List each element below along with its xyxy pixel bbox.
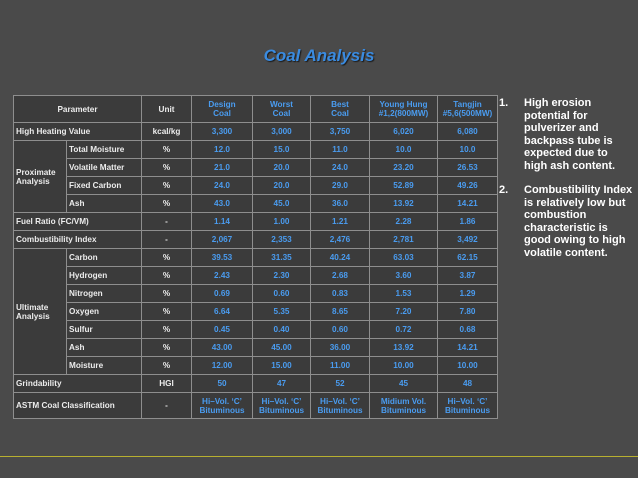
cell-value: 3,492 [438, 231, 498, 249]
row-label: Volatile Matter [67, 159, 142, 177]
group-label-ultimate: Ultimate Analysis [14, 249, 67, 375]
cell-value: 29.0 [311, 177, 370, 195]
cell-value: 0.60 [311, 321, 370, 339]
table-row [14, 267, 498, 285]
row-label: Hydrogen [67, 267, 142, 285]
cell-value: 1.14 [192, 213, 253, 231]
cell-value: 36.0 [311, 195, 370, 213]
row-unit: % [142, 321, 192, 339]
cell-value: 47 [253, 375, 311, 393]
cell-value: 50 [192, 375, 253, 393]
cell-value: 20.0 [253, 159, 311, 177]
cell-value: 0.40 [253, 321, 311, 339]
row-label: Total Moisture [67, 141, 142, 159]
header-tangjin: Tangjin #5,6(500MW) [438, 96, 498, 123]
cell-value: 24.0 [192, 177, 253, 195]
note-number: 1. [499, 97, 509, 109]
table-row [14, 159, 498, 177]
group-label-proximate: Proximate Analysis [14, 141, 67, 213]
row-label: Oxygen [67, 303, 142, 321]
cell-value: 0.68 [438, 321, 498, 339]
cell-value: 2,353 [253, 231, 311, 249]
header-young-hung: Young Hung #1,2(800MW) [370, 96, 438, 123]
header-best-coal: Best Coal [311, 96, 370, 123]
cell-value: 10.0 [370, 141, 438, 159]
notes-list [499, 97, 633, 259]
note-item [499, 97, 633, 172]
cell-value: 2,067 [192, 231, 253, 249]
slide-title: Coal Analysis [263, 46, 375, 65]
row-label: Nitrogen [67, 285, 142, 303]
cell-value: 39.53 [192, 249, 253, 267]
cell-value: 1.53 [370, 285, 438, 303]
table-row [14, 303, 498, 321]
row-unit: - [142, 213, 192, 231]
cell-value: 45.00 [253, 339, 311, 357]
cell-value: 7.80 [438, 303, 498, 321]
cell-value: 2.28 [370, 213, 438, 231]
cell-value: 20.0 [253, 177, 311, 195]
cell-value: 7.20 [370, 303, 438, 321]
cell-value: 15.00 [253, 357, 311, 375]
row-label: Moisture [67, 357, 142, 375]
cell-value: 48 [438, 375, 498, 393]
cell-value: 63.03 [370, 249, 438, 267]
cell-value: 62.15 [438, 249, 498, 267]
note-text: Combustibility Index is relatively low but combustion characteristic is good owing to high volatile content. [524, 184, 633, 259]
note-number: 2. [499, 184, 509, 196]
cell-value: 0.69 [192, 285, 253, 303]
row-unit: - [142, 231, 192, 249]
cell-value: 0.45 [192, 321, 253, 339]
cell-value: 45.0 [253, 195, 311, 213]
table-row [14, 141, 498, 159]
row-label: Grindability [14, 375, 142, 393]
cell-value: Hi–Vol. ‘C’ Bituminous [192, 393, 253, 419]
cell-value: 1.00 [253, 213, 311, 231]
row-unit: % [142, 195, 192, 213]
cell-value: 10.00 [370, 357, 438, 375]
footer-divider [0, 456, 638, 457]
cell-value: 2,476 [311, 231, 370, 249]
cell-value: 45 [370, 375, 438, 393]
header-design-coal: Design Coal [192, 96, 253, 123]
cell-value: 49.26 [438, 177, 498, 195]
cell-value: 1.29 [438, 285, 498, 303]
row-label: High Heating Value [14, 123, 142, 141]
table-row [14, 249, 498, 267]
cell-value: 2.43 [192, 267, 253, 285]
cell-value: 2.30 [253, 267, 311, 285]
table-row [14, 213, 498, 231]
note-item [499, 184, 633, 259]
row-unit: % [142, 303, 192, 321]
row-unit: % [142, 267, 192, 285]
cell-value: Hi–Vol. ‘C’ Bituminous [253, 393, 311, 419]
cell-value: 3,000 [253, 123, 311, 141]
row-unit: HGI [142, 375, 192, 393]
row-unit: % [142, 339, 192, 357]
cell-value: 3.60 [370, 267, 438, 285]
cell-value: 23.20 [370, 159, 438, 177]
cell-value: 43.0 [192, 195, 253, 213]
table-row [14, 177, 498, 195]
header-unit: Unit [142, 96, 192, 123]
cell-value: 13.92 [370, 195, 438, 213]
cell-value: 11.0 [311, 141, 370, 159]
row-unit: % [142, 177, 192, 195]
cell-value: 21.0 [192, 159, 253, 177]
row-unit: kcal/kg [142, 123, 192, 141]
cell-value: 14.21 [438, 195, 498, 213]
cell-value: 0.72 [370, 321, 438, 339]
cell-value: 1.86 [438, 213, 498, 231]
row-label: Ash [67, 339, 142, 357]
table-header-row [14, 96, 498, 123]
cell-value: 10.00 [438, 357, 498, 375]
table-row [14, 231, 498, 249]
row-label: ASTM Coal Classification [14, 393, 142, 419]
table-row [14, 123, 498, 141]
cell-value: 15.0 [253, 141, 311, 159]
table-row [14, 321, 498, 339]
header-worst-coal: Worst Coal [253, 96, 311, 123]
cell-value: Midium Vol. Bituminous [370, 393, 438, 419]
cell-value: 12.00 [192, 357, 253, 375]
cell-value: 6.64 [192, 303, 253, 321]
row-unit: % [142, 249, 192, 267]
row-unit: % [142, 285, 192, 303]
table-row [14, 375, 498, 393]
table-row [14, 195, 498, 213]
cell-value: 13.92 [370, 339, 438, 357]
cell-value: 2.68 [311, 267, 370, 285]
cell-value: 26.53 [438, 159, 498, 177]
cell-value: 2,781 [370, 231, 438, 249]
table-row [14, 357, 498, 375]
table-row [14, 285, 498, 303]
cell-value: 8.65 [311, 303, 370, 321]
row-label: Sulfur [67, 321, 142, 339]
cell-value: 14.21 [438, 339, 498, 357]
table-row [14, 339, 498, 357]
cell-value: 24.0 [311, 159, 370, 177]
row-label: Ash [67, 195, 142, 213]
cell-value: 43.00 [192, 339, 253, 357]
row-label: Combustibility Index [14, 231, 142, 249]
note-text: High erosion potential for pulverizer and backpass tube is expected due to high ash content. [524, 97, 616, 172]
header-parameter: Parameter [14, 96, 142, 123]
cell-value: 40.24 [311, 249, 370, 267]
cell-value: 11.00 [311, 357, 370, 375]
cell-value: 3,750 [311, 123, 370, 141]
cell-value: 3.87 [438, 267, 498, 285]
row-unit: % [142, 159, 192, 177]
row-unit: - [142, 393, 192, 419]
cell-value: 5.35 [253, 303, 311, 321]
cell-value: 3,300 [192, 123, 253, 141]
cell-value: 6,020 [370, 123, 438, 141]
table-row [14, 393, 498, 419]
cell-value: 52.89 [370, 177, 438, 195]
cell-value: 36.00 [311, 339, 370, 357]
cell-value: Hi–Vol. ‘C’ Bituminous [438, 393, 498, 419]
cell-value: 0.60 [253, 285, 311, 303]
cell-value: 10.0 [438, 141, 498, 159]
cell-value: 52 [311, 375, 370, 393]
cell-value: 31.35 [253, 249, 311, 267]
row-unit: % [142, 141, 192, 159]
coal-analysis-table [13, 95, 498, 419]
cell-value: Hi–Vol. ‘C’ Bituminous [311, 393, 370, 419]
row-label: Fixed Carbon [67, 177, 142, 195]
cell-value: 12.0 [192, 141, 253, 159]
row-unit: % [142, 357, 192, 375]
cell-value: 0.83 [311, 285, 370, 303]
cell-value: 6,080 [438, 123, 498, 141]
row-label: Carbon [67, 249, 142, 267]
cell-value: 1.21 [311, 213, 370, 231]
row-label: Fuel Ratio (FC/VM) [14, 213, 142, 231]
